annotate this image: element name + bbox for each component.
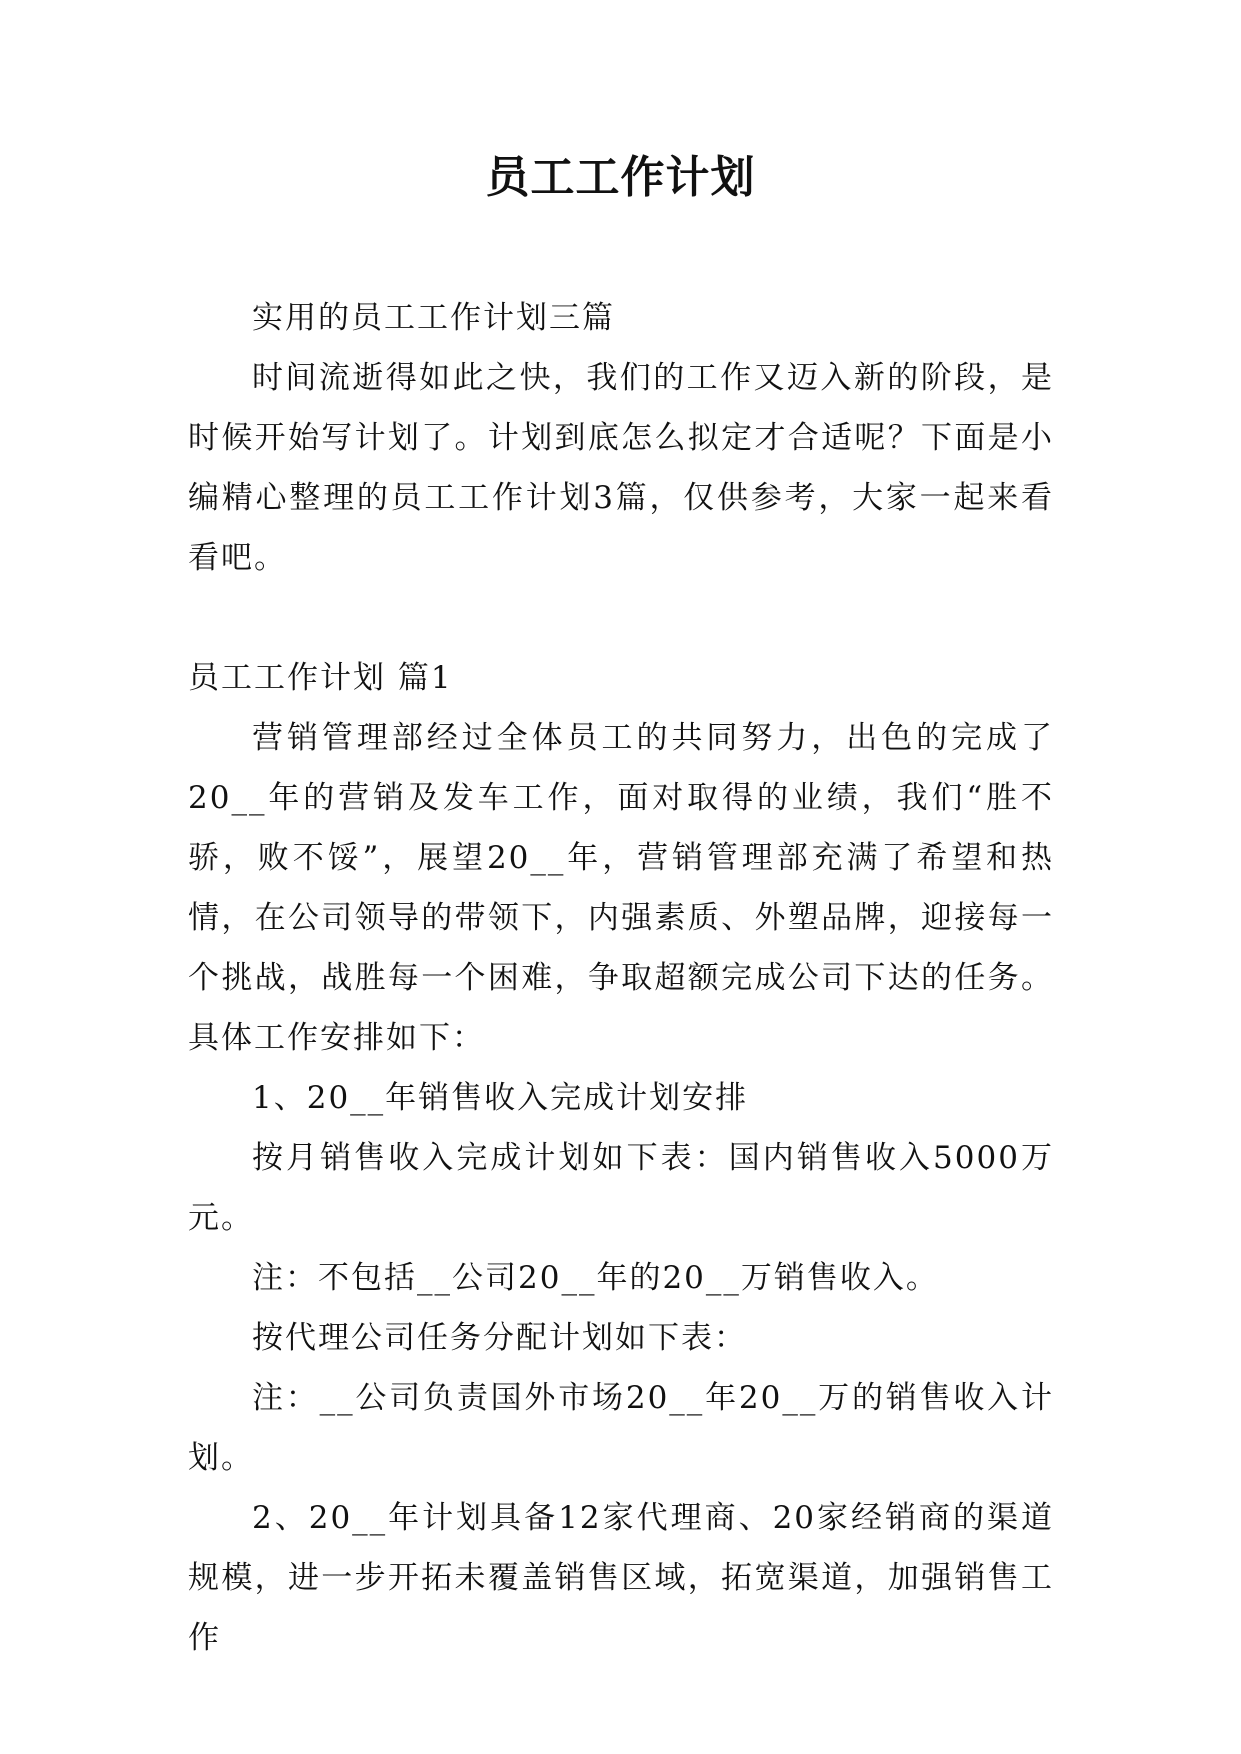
note-paragraph: 注：不包括__公司20__年的20__万销售收入。: [252, 1260, 939, 1296]
intro-paragraph: 时间流逝得如此之快，我们的工作又迈入新的阶段，是时候开始写计划了。计划到底怎么拟定才合适呢？下面是小编精心整理的员工工作计划3篇，仅供参考，大家一起来看看吧。: [188, 360, 1054, 576]
body-paragraph: 营销管理部经过全体员工的共同努力，出色的完成了20__年的营销及发车工作，面对取得的业绩，我们“胜不骄，败不馁”，展望20__年，营销管理部充满了希望和热情，在公司领导的带领下，内强素质、外塑品牌，迎接每一个挑战，战胜每一个困难，争取超额完成公司下达的任务。具体工作安排如下：: [188, 720, 1054, 1056]
intro-subtitle: 实用的员工工作计划三篇: [252, 300, 615, 336]
list-item-heading: 1、20__年销售收入完成计划安排: [252, 1080, 749, 1116]
note-paragraph: 注：__公司负责国外市场20__年20__万的销售收入计划。: [188, 1380, 1054, 1476]
document-title: 员工工作计划: [485, 152, 756, 203]
document-body: [188, 288, 1054, 1668]
body-paragraph: 按月销售收入完成计划如下表：国内销售收入5000万元。: [188, 1140, 1054, 1236]
section-heading: 员工工作计划 篇1: [188, 660, 453, 696]
body-paragraph: 按代理公司任务分配计划如下表：: [252, 1320, 747, 1356]
list-item-paragraph: 2、20__年计划具备12家代理商、20家经销商的渠道规模，进一步开拓未覆盖销售区域，拓宽渠道，加强销售工作: [188, 1500, 1054, 1656]
